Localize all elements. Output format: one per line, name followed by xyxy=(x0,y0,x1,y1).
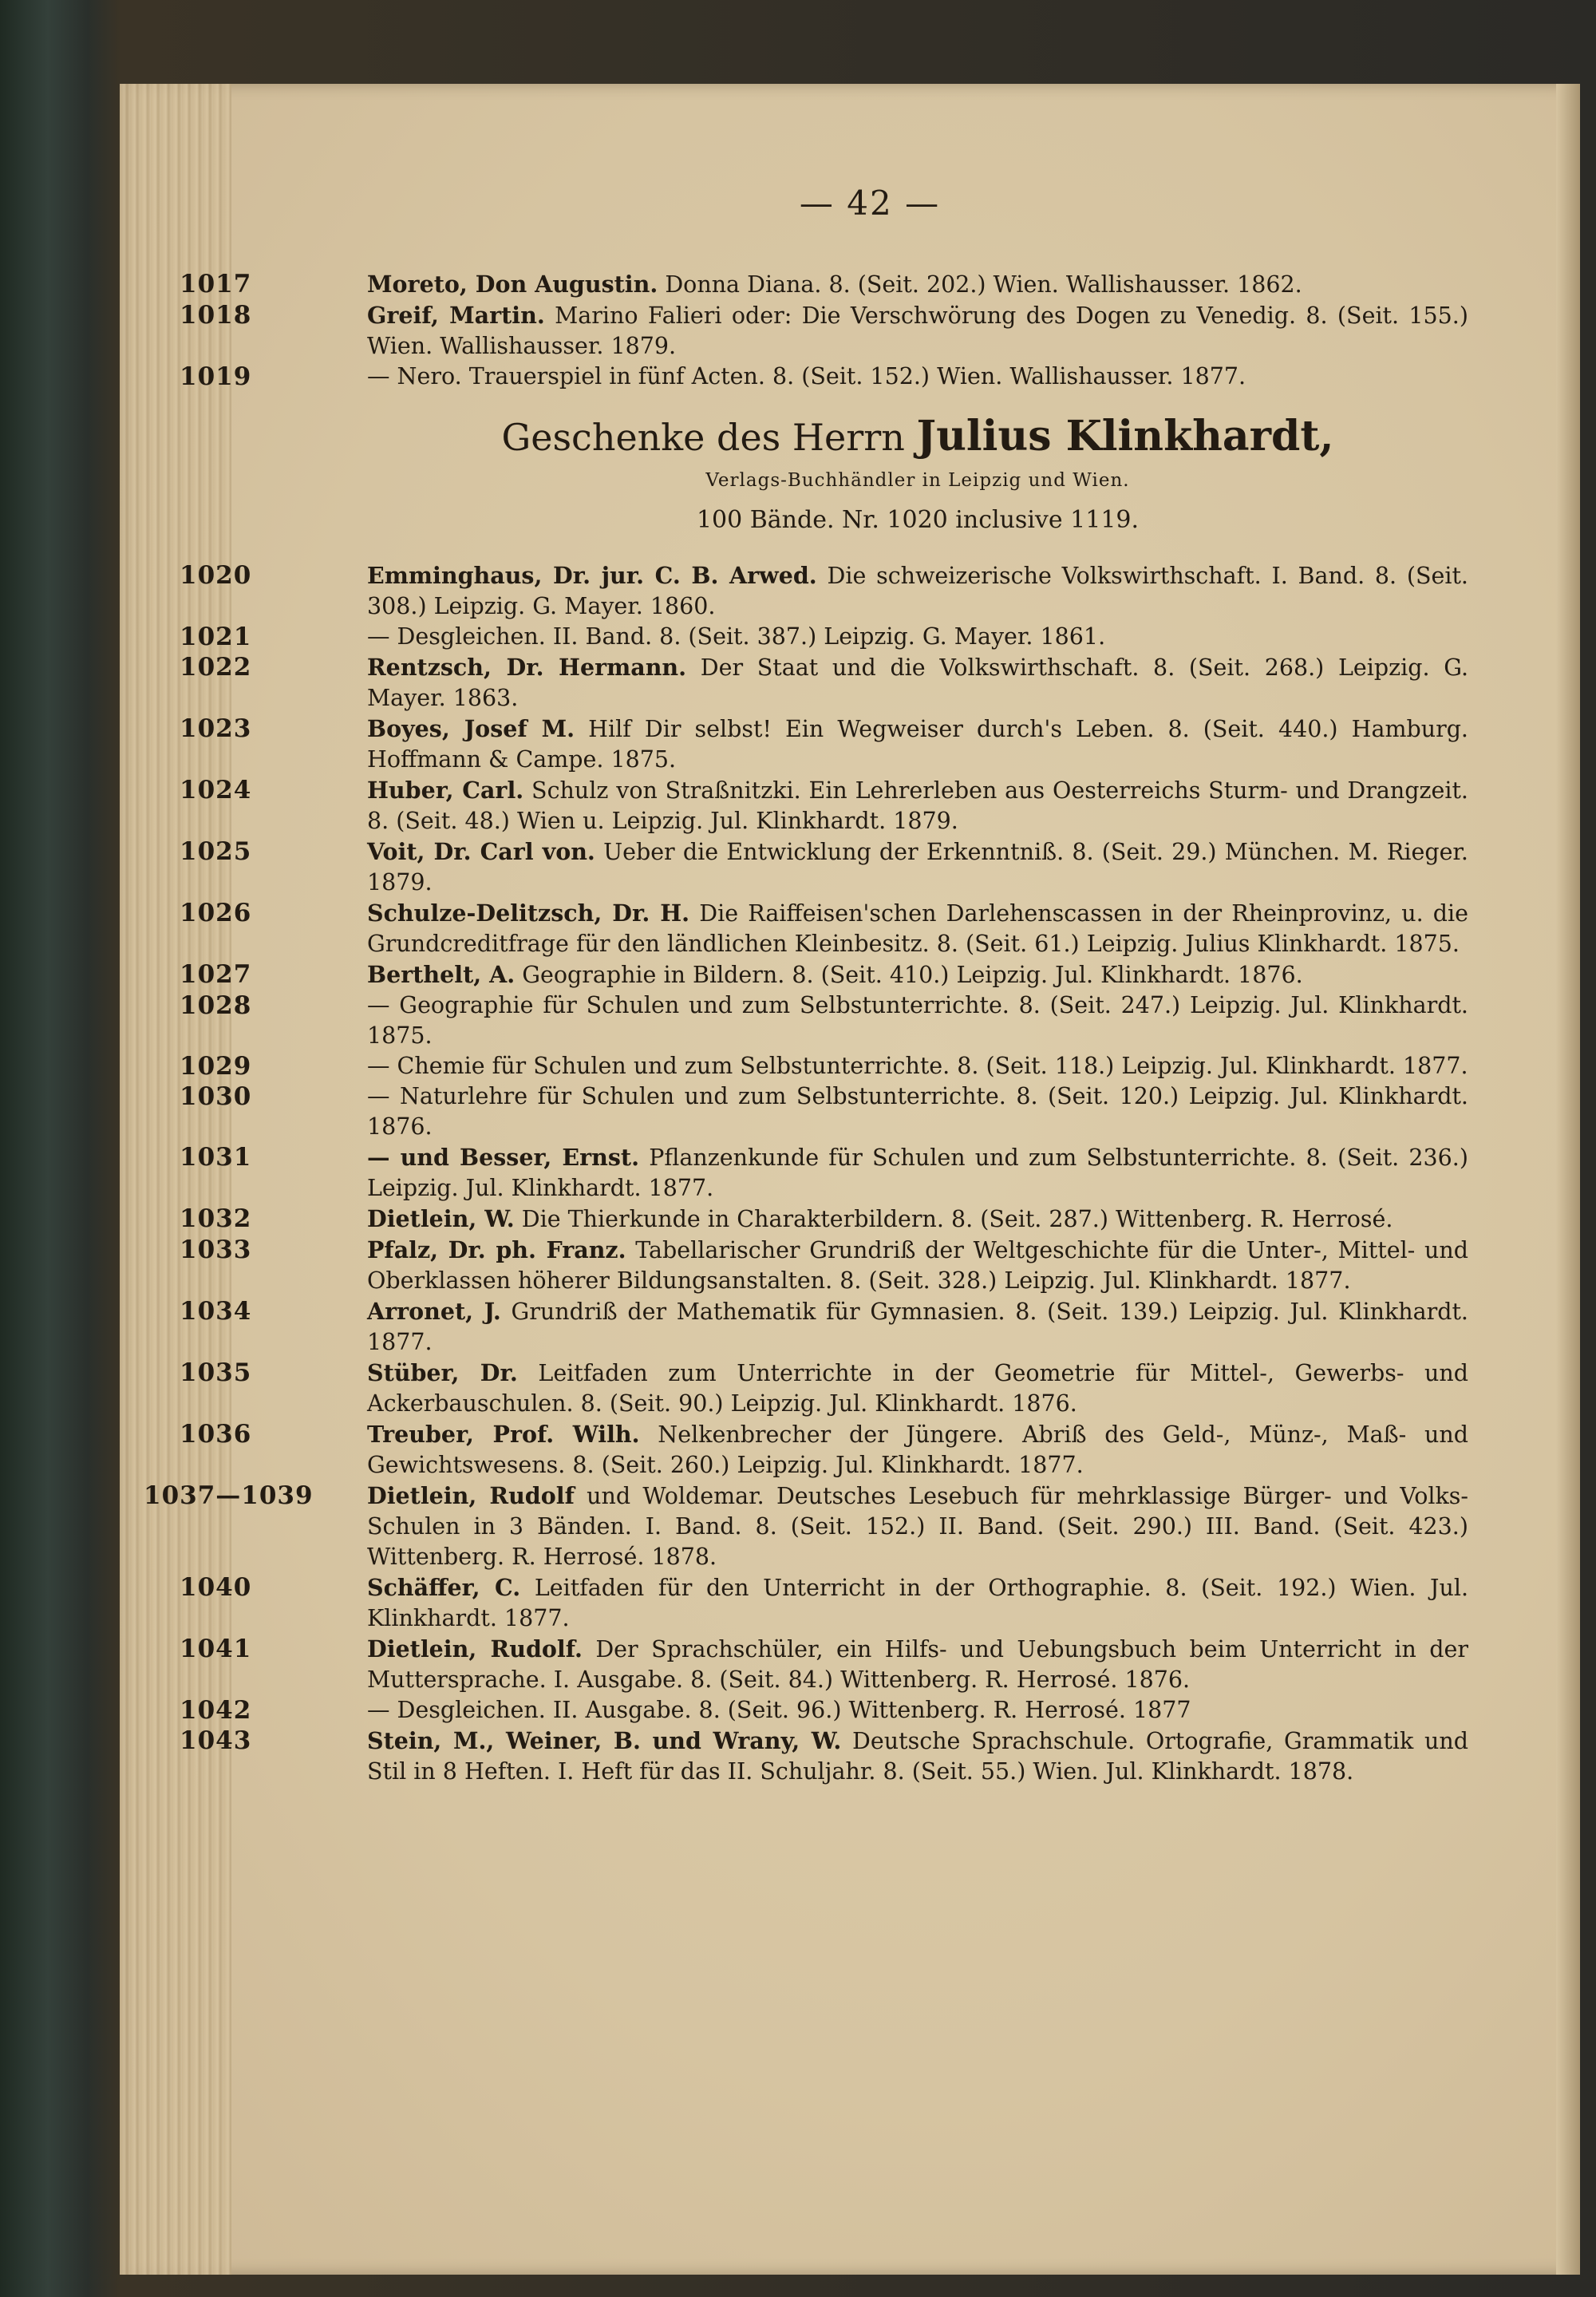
catalog-entry xyxy=(180,775,1468,836)
catalog-entry xyxy=(180,1142,1468,1204)
entry-author: Berthelt, A. xyxy=(367,961,516,988)
entry-author: Dietlein, Rudolf. xyxy=(367,1635,583,1662)
entry-text: — Naturlehre für Schulen und zum Selbstunterrichte. 8. (Seit. 120.) Leipzig. Jul. Klinkhardt. 1876. xyxy=(367,1083,1468,1140)
catalog-entry xyxy=(180,1634,1468,1695)
heading-name: Julius Klinkhardt, xyxy=(916,412,1334,461)
entry-number: 1028 xyxy=(180,991,252,1020)
entry-number: 1040 xyxy=(180,1573,252,1602)
entry-text: Die Thierkunde in Charakterbildern. 8. (Seit. 287.) Wittenberg. R. Herrosé. xyxy=(521,1206,1393,1232)
entry-text: — Chemie für Schulen und zum Selbstunterrichte. 8. (Seit. 118.) Leipzig. Jul. Klinkhardt. 1877. xyxy=(367,1053,1468,1079)
entry-number: 1043 xyxy=(180,1726,252,1755)
entry-text: Donna Diana. 8. (Seit. 202.) Wien. Wallishausser. 1862. xyxy=(665,271,1302,298)
entry-text: — Desgleichen. II. Ausgabe. 8. (Seit. 96.) Wittenberg. R. Herrosé. 1877 xyxy=(367,1697,1191,1723)
volume-range: 100 Bände. Nr. 1020 inclusive 1119. xyxy=(696,506,1140,534)
entry-number: 1035 xyxy=(180,1358,252,1387)
page-number: — 42 — xyxy=(799,184,941,223)
entry-author: Rentzsch, Dr. Hermann. xyxy=(367,654,687,681)
entry-author: Emminghaus, Dr. jur. C. B. Arwed. xyxy=(367,562,817,589)
entry-author: Dietlein, W. xyxy=(367,1205,515,1232)
entry-author: Schäffer, C. xyxy=(367,1574,521,1601)
entry-author: Boyes, Josef M. xyxy=(367,715,575,742)
catalog-entry xyxy=(180,1419,1468,1481)
entry-number: 1020 xyxy=(180,561,252,590)
page-edge-left xyxy=(120,84,231,2275)
catalog-entry xyxy=(180,560,1468,622)
section-heading xyxy=(367,413,1468,461)
catalog-entry xyxy=(180,1296,1468,1358)
catalog-entry xyxy=(180,1204,1468,1235)
entry-text: Ueber die Entwicklung der Erkenntniß. 8. (Seit. 29.) München. M. Rieger. 1879. xyxy=(367,839,1468,895)
entry-text: Nelkenbrecher der Jüngere. Abriß des Geld-, Münz-, Maß- und Gewichtswesens. 8. (Seit. 260.) Leipzig. Jul. Klinkhardt. 1877. xyxy=(367,1421,1468,1478)
catalog-entry xyxy=(180,622,1468,652)
entry-author: Schulze-Delitzsch, Dr. H. xyxy=(367,899,690,927)
entry-author: Stüber, Dr. xyxy=(367,1359,518,1386)
entry-number: 1033 xyxy=(180,1235,252,1264)
entry-text: Schulz von Straßnitzki. Ein Lehrerleben aus Oesterreichs Sturm- und Drangzeit. 8. (Seit. 48.) Wien u. Leipzig. Jul. Klinkhardt. 1879. xyxy=(367,777,1468,834)
entry-author: Arronet, J. xyxy=(367,1298,501,1325)
entry-author: Greif, Martin. xyxy=(367,302,545,329)
entry-number: 1031 xyxy=(180,1143,252,1172)
entry-number: 1036 xyxy=(180,1420,252,1449)
entry-number: 1023 xyxy=(180,714,252,743)
page-content xyxy=(144,184,1469,1787)
catalog-entry xyxy=(180,1572,1469,1634)
catalog-entry xyxy=(144,1481,1469,1572)
entry-text: Pflanzenkunde für Schulen und zum Selbstunterrichte. 8. (Seit. 236.) Leipzig. Jul. Klinkhardt. 1877. xyxy=(367,1145,1468,1201)
entry-number: 1025 xyxy=(180,837,252,866)
entry-number: 1037—1039 xyxy=(144,1481,314,1510)
catalog-entry xyxy=(180,990,1468,1051)
entry-text: Der Sprachschüler, ein Hilfs- und Uebungsbuch beim Unterricht in der Muttersprache. I. Ausgabe. 8. (Seit. 84.) Wittenberg. R. Herrosé. 1876. xyxy=(367,1636,1468,1693)
catalog-entry xyxy=(180,1051,1468,1081)
entry-text: Leitfaden zum Unterrichte in der Geometrie für Mittel-, Gewerbs- und Ackerbauschulen. 8. (Seit. 90.) Leipzig. Jul. Klinkhardt. 1876. xyxy=(367,1360,1469,1417)
entry-author: Stein, M., Weiner, B. und Wrany, W. xyxy=(367,1727,842,1754)
entry-number: 1027 xyxy=(180,960,252,989)
entry-text: — Nero. Trauerspiel in fünf Acten. 8. (Seit. 152.) Wien. Wallishausser. 1877. xyxy=(367,363,1246,389)
catalog-entry xyxy=(180,959,1468,990)
catalog-entry xyxy=(180,714,1468,775)
catalog-entry xyxy=(180,1726,1469,1787)
entry-number: 1030 xyxy=(180,1082,252,1111)
entry-author: Huber, Carl. xyxy=(367,777,524,804)
entry-number: 1024 xyxy=(180,776,252,805)
entry-number: 1034 xyxy=(180,1297,252,1326)
entry-text: Der Staat und die Volkswirthschaft. 8. (Seit. 268.) Leipzig. G. Mayer. 1863. xyxy=(367,654,1468,711)
entry-text: — Desgleichen. II. Band. 8. (Seit. 387.) Leipzig. G. Mayer. 1861. xyxy=(367,623,1106,650)
entry-text: Die Raiffeisen'schen Darlehenscassen in der Rheinprovinz, u. die Grundcreditfrage für den ländlichen Kleinbesitz. 8. (Seit. 61.) Leipzig. Julius Klinkhardt. 1875. xyxy=(367,900,1469,957)
entry-number: 1017 xyxy=(180,270,252,298)
entry-number: 1032 xyxy=(180,1204,252,1233)
catalog-entry xyxy=(180,652,1468,714)
entry-text: Leitfaden für den Unterricht in der Orthographie. 8. (Seit. 192.) Wien. Jul. Klinkhardt. 1877. xyxy=(367,1575,1469,1631)
catalog-entry xyxy=(180,1695,1468,1726)
entry-number: 1018 xyxy=(180,301,252,330)
entry-text: Deutsche Sprachschule. Ortografie, Grammatik und Stil in 8 Heften. I. Heft für das II. Schuljahr. 8. (Seit. 55.) Wien. Jul. Klinkhardt. 1878. xyxy=(367,1728,1469,1785)
entries-before-heading xyxy=(180,269,1468,392)
entry-number: 1022 xyxy=(180,653,252,682)
entry-text: Grundriß der Mathematik für Gymnasien. 8. (Seit. 139.) Leipzig. Jul. Klinkhardt. 1877. xyxy=(367,1299,1468,1355)
entry-author: Voit, Dr. Carl von. xyxy=(367,838,595,865)
entry-author: Dietlein, Rudolf xyxy=(367,1482,575,1509)
entry-author: — und Besser, Ernst. xyxy=(367,1144,639,1171)
entry-text: und Woldemar. Deutsches Lesebuch für mehrklassige Bürger- und Volks-Schulen in 3 Bänden. I. Band. 8. (Seit. 152.) II. Band. (Seit. 290.) III. Band. (Seit. 423.) Wittenberg. R. Herrosé. 1878. xyxy=(367,1483,1469,1570)
entries-after-heading xyxy=(144,560,1469,1787)
catalog-entry xyxy=(180,898,1469,959)
catalog-entry xyxy=(180,362,1468,392)
catalog-entry xyxy=(180,269,1468,300)
section-subheading: Verlags-Buchhändler in Leipzig und Wien. xyxy=(705,470,1130,491)
entry-number: 1026 xyxy=(180,899,252,927)
catalog-entry xyxy=(180,1235,1468,1296)
catalog-entry xyxy=(180,1081,1468,1142)
catalog-entry xyxy=(180,836,1468,898)
entry-text: Die schweizerische Volkswirthschaft. I. Band. 8. (Seit. 308.) Leipzig. G. Mayer. 1860. xyxy=(367,563,1468,619)
catalog-entry xyxy=(180,1358,1469,1419)
entry-author: Pfalz, Dr. ph. Franz. xyxy=(367,1236,626,1263)
entry-number: 1019 xyxy=(180,362,252,391)
entry-text: Marino Falieri oder: Die Verschwörung des Dogen zu Venedig. 8. (Seit. 155.) Wien. Wallishausser. 1879. xyxy=(367,302,1468,359)
heading-prefix: Geschenke des Herrn xyxy=(501,416,905,459)
entry-author: Moreto, Don Augustin. xyxy=(367,271,658,298)
entry-text: — Geographie für Schulen und zum Selbstunterrichte. 8. (Seit. 247.) Leipzig. Jul. Klinkhardt. 1875. xyxy=(367,992,1468,1049)
entry-author: Treuber, Prof. Wilh. xyxy=(367,1421,640,1448)
entry-number: 1021 xyxy=(180,623,252,651)
page-edge-right xyxy=(1556,84,1580,2275)
entry-text: Tabellarischer Grundriß der Weltgeschichte für die Unter-, Mittel- und Oberklassen höherer Bildungsanstalten. 8. (Seit. 328.) Leipzig. Jul. Klinkhardt. 1877. xyxy=(367,1237,1468,1294)
entry-number: 1041 xyxy=(180,1635,252,1663)
entry-text: Hilf Dir selbst! Ein Wegweiser durch's Leben. 8. (Seit. 440.) Hamburg. Hoffmann & Campe. 1875. xyxy=(367,716,1468,773)
catalog-entry xyxy=(180,300,1468,362)
entry-number: 1029 xyxy=(180,1052,252,1081)
entry-text: Geographie in Bildern. 8. (Seit. 410.) Leipzig. Jul. Klinkhardt. 1876. xyxy=(522,962,1303,988)
entry-number: 1042 xyxy=(180,1696,252,1725)
